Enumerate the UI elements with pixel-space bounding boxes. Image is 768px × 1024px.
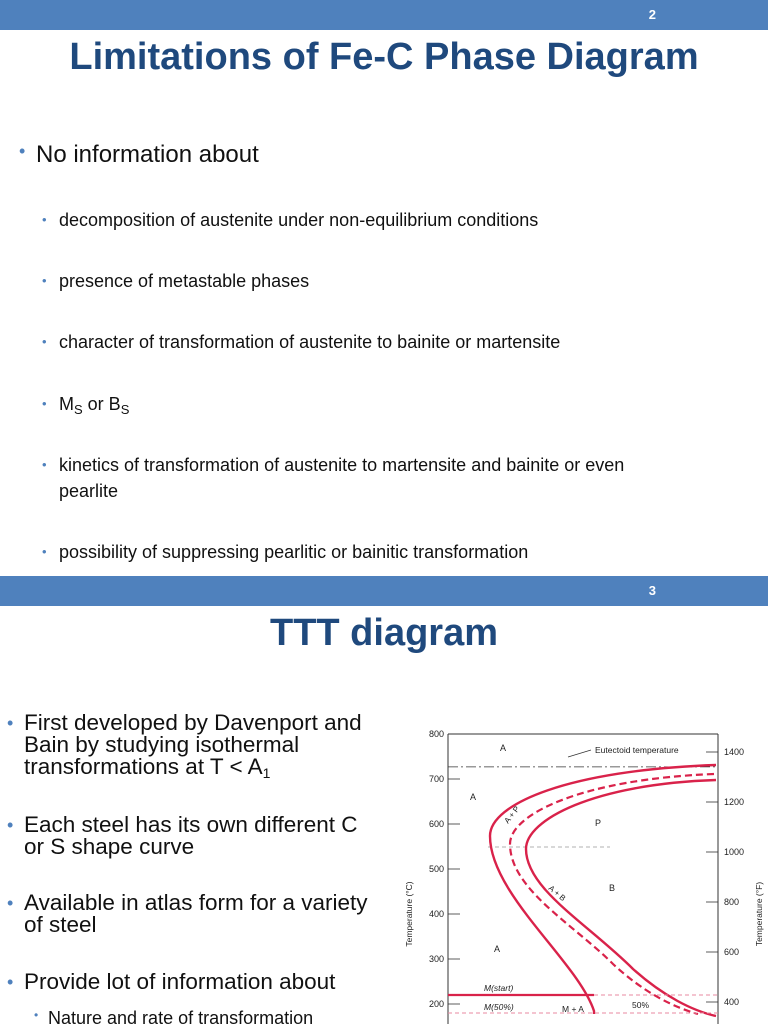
y-axis-label-fahrenheit: Temperature (°F) (754, 881, 764, 947)
bullet-text: Nature and rate of transformation (48, 1008, 314, 1024)
left-tick-label: 400 (428, 909, 444, 919)
bullet-text: presence of metastable phases (59, 271, 310, 291)
sub-bullet-kinetics (42, 452, 759, 504)
sub-bullet-nature-rate (34, 1008, 388, 1024)
bullet-text-line2: or S shape curve (24, 834, 195, 859)
eutectoid-pointer-line (568, 750, 591, 757)
bullet-text: possibility of suppressing pearlitic or bainitic transformation (59, 542, 529, 562)
region-label-a-lower: A (494, 944, 501, 954)
label-m-start: M(start) (484, 983, 514, 993)
bullet-dot-icon: • (34, 1008, 39, 1022)
right-tick-label: 1000 (724, 847, 745, 857)
transformation-start-curve (490, 765, 716, 1014)
left-tick-label: 500 (428, 864, 444, 874)
slide-header-bar (0, 0, 768, 30)
bullet-shape-curve (7, 812, 394, 859)
slide-number: 3 (648, 583, 656, 598)
bullet-dot-icon: • (42, 396, 47, 411)
bullet-text: Provide lot of information about (24, 969, 336, 994)
bullet-dot-icon: • (7, 972, 14, 992)
bullet-atlas (7, 890, 394, 937)
label-m-plus-a: M + A (562, 1004, 584, 1014)
bullet-text-line2: Bain by studying isothermal (24, 732, 300, 757)
slide-number: 2 (648, 7, 656, 22)
right-tick-label: 400 (724, 997, 740, 1007)
bullet-text-line1: kinetics of transformation of austenite to martensite and bainite or even (59, 455, 625, 475)
left-tick-label: 800 (428, 729, 444, 739)
bullet-dot-icon: • (42, 544, 47, 559)
left-axis-ticks (429, 729, 460, 1009)
ttt-diagram (398, 724, 768, 1024)
bs-symbol: or B (82, 394, 121, 414)
bullet-text: No information about (36, 141, 259, 168)
bullet-text-line2: pearlite (59, 481, 119, 501)
bullet-davenport-bain (7, 710, 394, 784)
bullet-dot-icon: • (42, 457, 47, 472)
bullet-text-line3 (24, 756, 394, 784)
left-tick-label: 700 (428, 774, 444, 784)
chart-frame (448, 734, 718, 1024)
a1-subscript: 1 (262, 765, 271, 781)
sub-bullet-character (42, 329, 759, 355)
left-tick-label: 600 (428, 819, 444, 829)
slide-3 (0, 576, 768, 1024)
bullet-dot-icon: • (7, 893, 14, 913)
bs-subscript: S (120, 402, 130, 417)
bullet-text-line1: Available in atlas form for a variety (24, 890, 368, 915)
label-50-percent: 50% (632, 1000, 650, 1010)
label-a-plus-b: A + B (546, 883, 568, 903)
fifty-percent-curve (510, 774, 714, 1014)
line3-text: transformations at T < A (24, 754, 263, 779)
bullet-no-information (19, 141, 259, 169)
sub-bullet-metastable (42, 268, 759, 294)
left-tick-label: 300 (428, 954, 444, 964)
bullet-dot-icon: • (19, 141, 26, 161)
bullet-dot-icon: • (7, 713, 14, 733)
label-a-plus-p: A + P (502, 804, 522, 826)
slide-header-bar (0, 576, 768, 606)
right-axis-ticks (706, 747, 744, 1007)
bullet-dot-icon: • (42, 273, 47, 288)
slide-title: Limitations of Fe-C Phase Diagram (69, 36, 699, 78)
region-label-p: P (595, 818, 602, 828)
bullet-text-line2: of steel (24, 912, 97, 937)
ms-subscript: S (74, 402, 83, 417)
bullet-text-line1: Each steel has its own different C (24, 812, 358, 837)
bullet-text-line1: First developed by Davenport and (24, 710, 362, 735)
eutectoid-label: Eutectoid temperature (595, 745, 679, 755)
right-tick-label: 1200 (724, 797, 745, 807)
right-tick-label: 800 (724, 897, 740, 907)
region-label-a-left: A (470, 792, 477, 802)
sub-bullet-ms-bs (42, 391, 759, 423)
sub-bullet-suppressing (42, 539, 759, 565)
bullet-information (7, 969, 394, 994)
transformation-finish-curve (526, 780, 716, 1016)
right-tick-label: 1400 (724, 747, 745, 757)
left-tick-label: 200 (428, 999, 444, 1009)
region-label-b: B (609, 883, 616, 893)
region-label-a-top: A (500, 743, 507, 753)
bullet-dot-icon: • (42, 334, 47, 349)
y-axis-label-celsius: Temperature (°C) (404, 881, 414, 947)
sub-bullet-decomposition (42, 207, 759, 233)
label-m-50: M(50%) (484, 1002, 514, 1012)
bullet-text: decomposition of austenite under non-equilibrium conditions (59, 210, 539, 230)
ms-symbol: M (59, 394, 74, 414)
slide-title: TTT diagram (269, 612, 499, 654)
right-tick-label: 600 (724, 947, 740, 957)
bullet-dot-icon: • (42, 212, 47, 227)
bullet-text: character of transformation of austenite to bainite or martensite (59, 332, 561, 352)
bullet-dot-icon: • (7, 815, 14, 835)
